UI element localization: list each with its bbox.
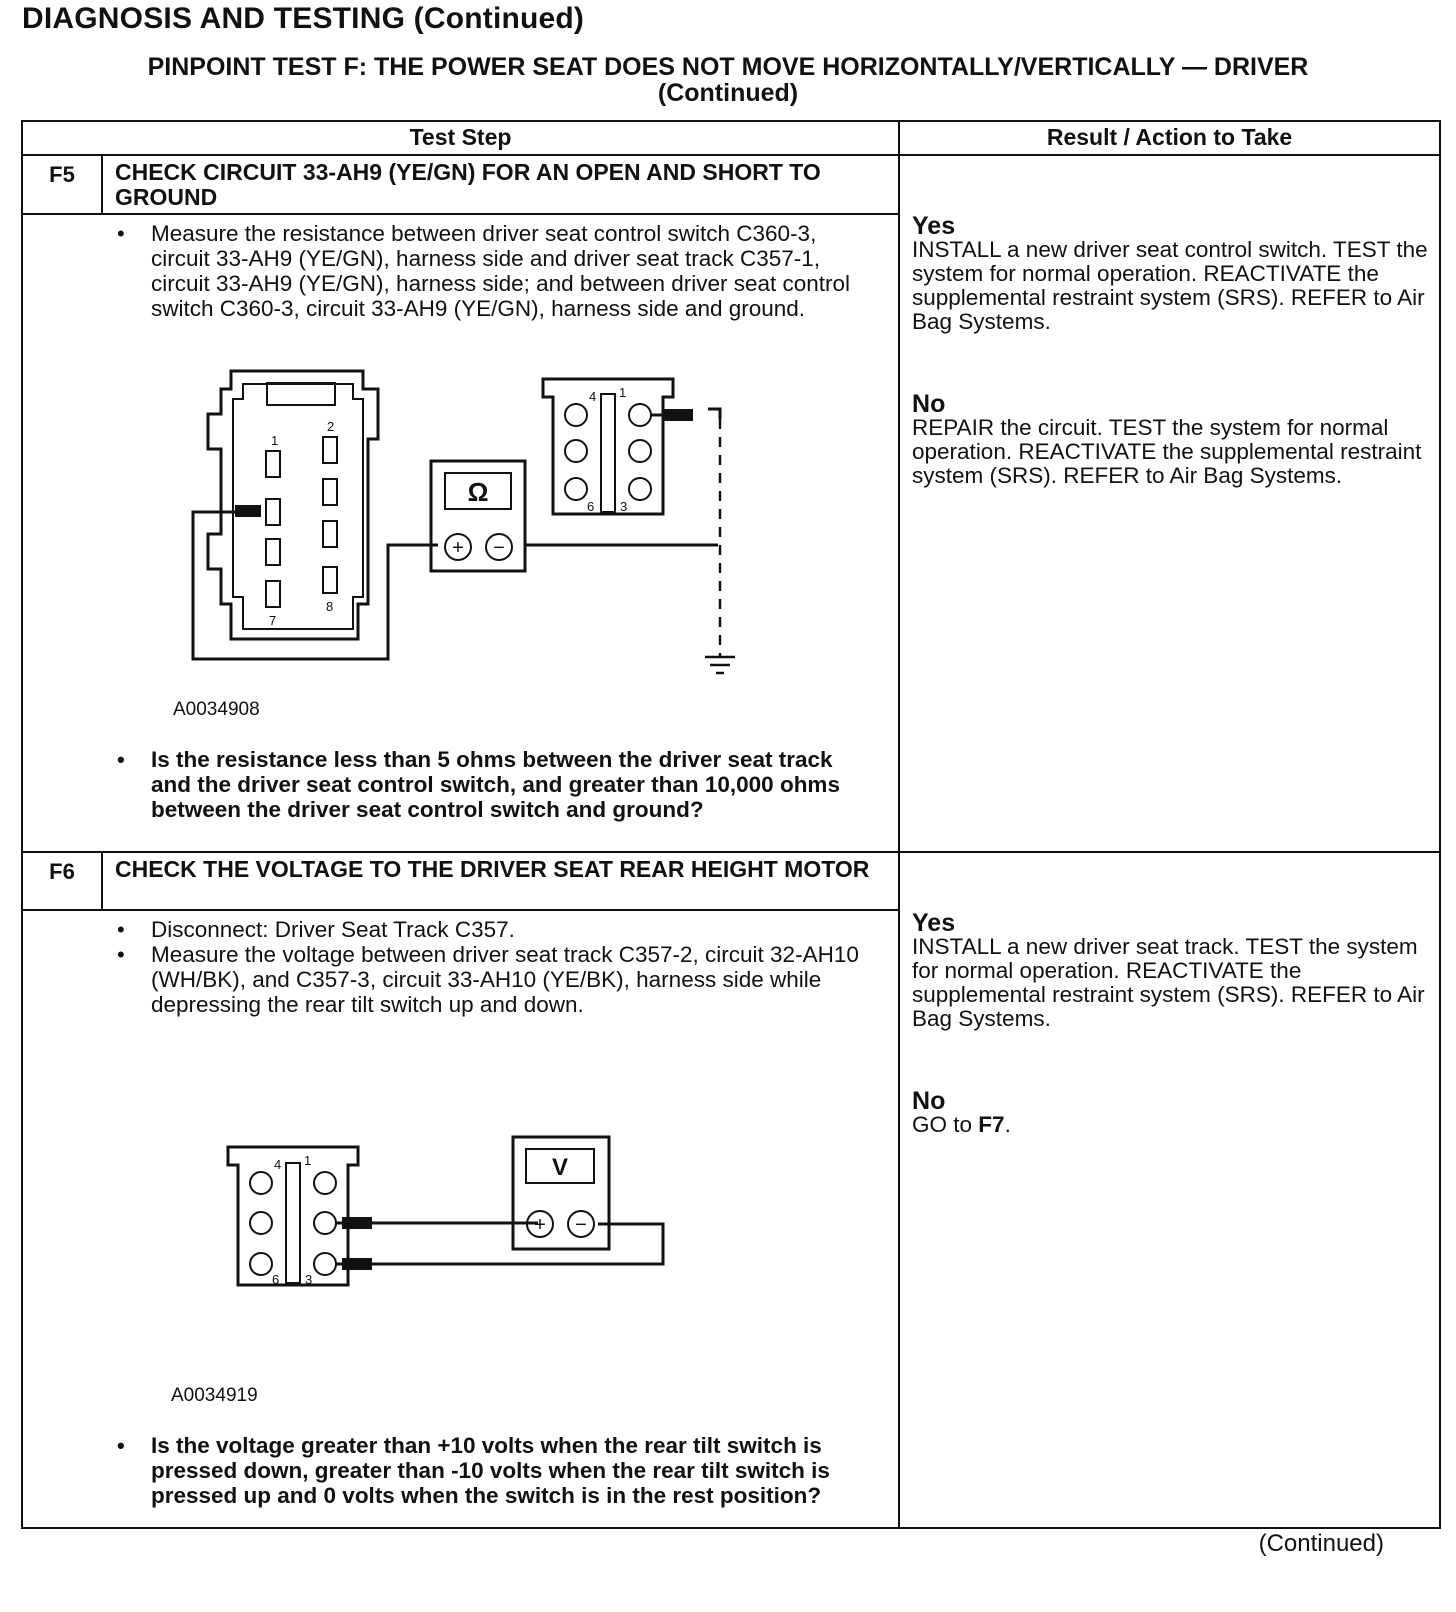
step-f5-heading: CHECK CIRCUIT 33-AH9 (YE/GN) FOR AN OPEN AND SHORT TO GROUND	[102, 155, 899, 214]
step-f6-no-label: No	[912, 1087, 946, 1115]
track-pin-2	[314, 1212, 336, 1234]
step-f6-header-row	[22, 852, 1440, 910]
step-f5-question: • Is the resistance less than 5 ohms between the driver seat track and the driver seat control switch, and greater than 10,000 ohms between the driver seat control switch and ground?	[151, 747, 878, 822]
step-f6-bullet-2: • Measure the voltage between driver seat track C357-2, circuit 32-AH10 (WH/BK), and C357-3, circuit 33-AH10 (YE/BK), harness side while depressing the rear tilt switch up and down.	[151, 942, 878, 1017]
step-f6-no-text-prefix: GO to	[912, 1112, 979, 1137]
step-f7-link[interactable]: F7	[978, 1112, 1005, 1137]
voltmeter-symbol: V	[551, 1154, 569, 1181]
step-f6-yes-label: Yes	[912, 909, 956, 937]
figure-a0034908	[153, 339, 793, 699]
step-f5-yes-label: Yes	[912, 212, 956, 240]
switch-pin-8	[323, 567, 337, 593]
step-f6-no-text	[912, 1113, 1431, 1137]
switch-pin-8-label: 8	[326, 599, 334, 614]
step-f5-question-list	[23, 721, 898, 822]
voltmeter-plus-label: +	[534, 1214, 546, 1236]
pinpoint-test-title	[0, 54, 1456, 106]
track-pin-3	[629, 478, 651, 500]
track-pin-4	[565, 404, 587, 426]
switch-pin-1-label: 1	[271, 433, 279, 448]
pinpoint-test-title-line1: PINPOINT TEST F: THE POWER SEAT DOES NOT MOVE HORIZONTALLY/VERTICALLY — DRIVER	[147, 53, 1309, 81]
ohmmeter-plus-label: +	[452, 537, 464, 559]
step-f5-result	[899, 155, 1440, 852]
column-header-test-step: Test Step	[22, 121, 899, 155]
switch-pin-7-label: 7	[269, 613, 277, 628]
track-pin-5	[565, 440, 587, 462]
ohmmeter-minus-label: −	[493, 537, 505, 559]
figure-a0034908-caption: A0034908	[173, 699, 260, 720]
switch-pin-1	[266, 451, 280, 477]
step-f5-no-text: REPAIR the circuit. TEST the system for normal operation. REACTIVATE the supplemental restraint system (SRS). REFER to Air Bag Systems.	[912, 415, 1422, 488]
step-f6-heading: CHECK THE VOLTAGE TO THE DRIVER SEAT REAR HEIGHT MOTOR	[102, 852, 899, 910]
step-f6-question-list	[23, 1407, 898, 1508]
test-step-table	[21, 120, 1441, 1529]
step-f6-yes-text: INSTALL a new driver seat track. TEST the system for normal operation. REACTIVATE the supplemental restraint system (SRS). REFER to Air Bag Systems.	[912, 934, 1425, 1031]
page-title: DIAGNOSIS AND TESTING (Continued)	[22, 2, 585, 35]
step-f6-bullet-1: • Disconnect: Driver Seat Track C357.	[151, 917, 878, 942]
step-f6-bullet-list	[23, 911, 898, 1017]
figure-a0034919	[218, 1127, 858, 1327]
step-f5-no-label: No	[912, 390, 946, 418]
track-pin-2	[629, 440, 651, 462]
switch-pin-7	[266, 581, 280, 607]
step-f6-body	[22, 910, 899, 1528]
switch-pin-4	[323, 479, 337, 505]
track-pin-3-label: 3	[305, 1272, 313, 1287]
step-f5-body	[22, 214, 899, 852]
track-pin-6-label: 6	[587, 499, 595, 514]
step-f5-id: F5	[22, 155, 102, 214]
column-header-result: Result / Action to Take	[899, 121, 1440, 155]
ohmmeter-symbol: Ω	[467, 477, 489, 507]
switch-pin-5	[266, 539, 280, 565]
track-pin-1-label: 1	[619, 385, 627, 400]
track-center-bar	[601, 394, 615, 512]
table-header-row	[22, 121, 1440, 155]
track-pin-4	[250, 1172, 272, 1194]
step-f5-yes-text: INSTALL a new driver seat control switch. TEST the system for normal operation. REACTIVATE the supplemental restraint system (SRS). REFER to Air Bag Systems.	[912, 237, 1428, 334]
track-pin-4-label: 4	[274, 1157, 282, 1172]
switch-pin-6	[323, 521, 337, 547]
voltmeter-minus-label: −	[575, 1214, 587, 1236]
step-f5-header-row	[22, 155, 1440, 214]
switch-latch	[267, 383, 335, 405]
track-pin-6	[565, 478, 587, 500]
track-pin-6-label: 6	[272, 1272, 280, 1287]
continued-footer: (Continued)	[1258, 1530, 1384, 1557]
switch-pin-2-label: 2	[327, 419, 335, 434]
switch-pin-3	[266, 499, 280, 525]
step-f6-result	[899, 852, 1440, 1528]
track-pin-6	[250, 1253, 272, 1275]
track-pin-4-label: 4	[589, 389, 597, 404]
step-f5-bullet-1: • Measure the resistance between driver seat control switch C360-3, circuit 33-AH9 (YE/GN), harness side and driver seat track C357-1, circuit 33-AH9 (YE/GN), harness side; and between driver seat control switch C360-3, circuit 33-AH9 (YE/GN), harness side and ground.	[151, 221, 878, 321]
track-pin-3	[314, 1253, 336, 1275]
pinpoint-test-title-line2: (Continued)	[657, 79, 799, 107]
step-f6-id: F6	[22, 852, 102, 910]
track-center-bar	[286, 1163, 300, 1283]
track-pin-1	[629, 404, 651, 426]
step-f6-question: • Is the voltage greater than +10 volts when the rear tilt switch is pressed down, greater than -10 volts when the rear tilt switch is pressed up and 0 volts when the switch is in the rest position?	[151, 1433, 878, 1508]
voltmeter-minus-lead	[336, 1224, 663, 1264]
figure-a0034919-caption: A0034919	[171, 1385, 258, 1406]
step-f5-bullet-list	[23, 215, 898, 321]
track-pin-5	[250, 1212, 272, 1234]
ground-symbol	[705, 657, 735, 673]
track-pin-1	[314, 1172, 336, 1194]
track-pin-1-label: 1	[304, 1153, 312, 1168]
track-connector-body	[543, 379, 673, 514]
track-pin-3-label: 3	[620, 499, 628, 514]
step-f6-no-text-suffix: .	[1004, 1112, 1011, 1137]
switch-pin-2	[323, 437, 337, 463]
